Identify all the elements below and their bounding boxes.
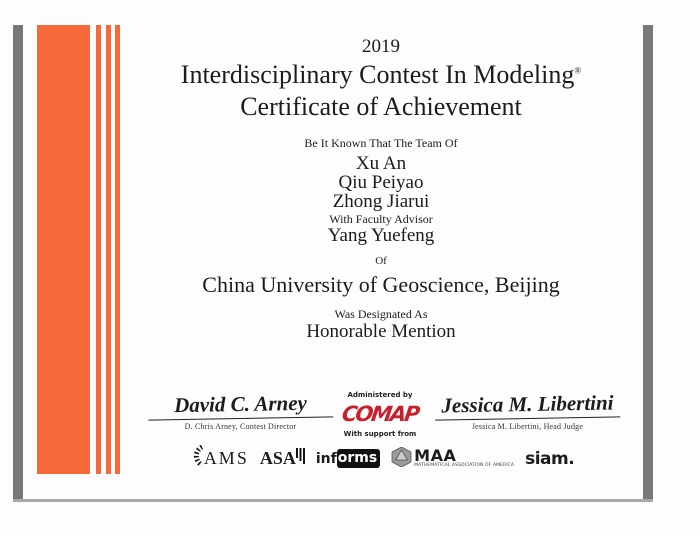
maa-polyhedron-icon — [391, 447, 412, 471]
contest-director-signature: David C. Arney — [148, 390, 333, 420]
team-member-3: Zhong Jiarui — [332, 191, 430, 212]
right-signature-block — [435, 392, 620, 431]
asa-bars-icon — [296, 448, 305, 469]
institution-name: China University of Geoscience, Beijing — [202, 272, 560, 297]
team-member-2: Qiu Peiyao — [338, 172, 424, 193]
certificate-subtitle: Certificate of Achievement — [240, 92, 522, 121]
registered-mark: ® — [574, 65, 582, 76]
of-label: Of — [375, 255, 387, 267]
siam-logo-text: siam. — [525, 448, 575, 469]
orange-stripe-2 — [106, 25, 111, 474]
advisor-label: With Faculty Advisor — [329, 212, 433, 226]
maa-logo — [391, 447, 514, 471]
sponsor-logos-row — [119, 445, 643, 472]
designation-label: Was Designated As — [334, 307, 428, 321]
ams-logo — [188, 445, 249, 472]
asa-logo — [260, 448, 305, 469]
orange-wide-bar — [37, 25, 90, 474]
contest-director-printed-name: D. Chris Arney, Contest Director — [184, 422, 297, 431]
contest-title — [119, 60, 643, 90]
informs-logo-boxed: orms — [337, 449, 380, 468]
left-signature-block — [148, 392, 333, 431]
maa-logo-caption: MATHEMATICAL ASSOCIATION OF AMERICA — [414, 463, 515, 469]
head-judge-signature: Jessica M. Libertini — [435, 390, 620, 420]
orange-stripe-1 — [96, 25, 101, 474]
team-intro-label: Be It Known That The Team Of — [304, 136, 458, 150]
right-frame-bar — [643, 25, 653, 502]
ams-logo-text: AMS — [203, 448, 249, 468]
administered-by-label: Administered by — [347, 391, 413, 399]
team-member-1: Xu An — [355, 153, 407, 174]
informs-logo — [316, 449, 380, 468]
ams-rosette-icon — [188, 445, 204, 472]
informs-logo-prefix: inf — [315, 450, 337, 467]
head-judge-printed-name: Jessica M. Libertini, Head Judge — [471, 422, 584, 431]
designation-value: Honorable Mention — [306, 321, 456, 342]
contest-title-text: Interdisciplinary Contest In Modeling — [180, 60, 575, 89]
asa-logo-text: ASA — [259, 448, 296, 468]
siam-logo — [525, 449, 574, 469]
comap-logo: COMAP — [340, 402, 420, 426]
year-text: 2019 — [362, 36, 400, 57]
maa-logo-text: MAA — [414, 446, 457, 466]
advisor-name: Yang Yuefeng — [327, 225, 435, 246]
administered-by-block — [330, 391, 430, 438]
support-from-label: With support from — [343, 430, 417, 438]
left-frame-bar — [13, 25, 23, 502]
